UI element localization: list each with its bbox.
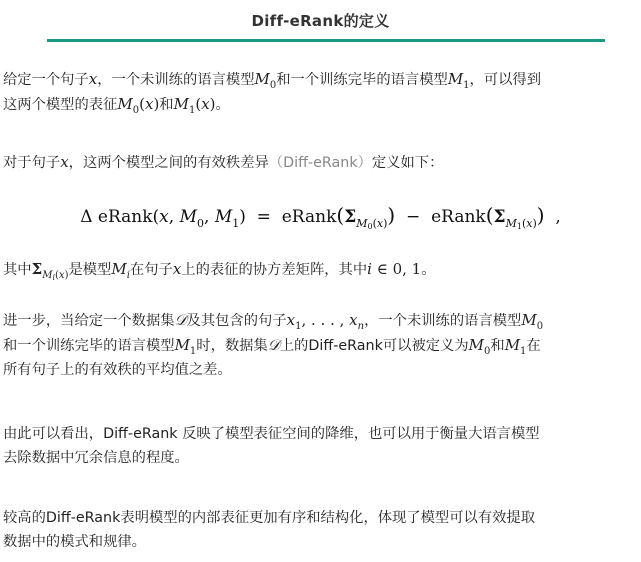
math-xn: x [349,311,358,329]
p4-text-c: ，一个未训练的语言模型 [364,313,522,329]
page-title: Diff-eRank的定义 [251,12,390,30]
math-i: i [367,260,372,278]
p2-text-a: 对于句子 [3,155,61,171]
math-dots: , . . . , [301,311,350,329]
p1-text-g: 。 [215,97,230,113]
paragraph-dataset [3,308,639,382]
p1-text-c: 和一个训练完毕的语言模型 [276,72,448,88]
math-x-3: x [172,260,182,278]
math-paren-x-a: (x) [139,95,160,113]
math-Mi: M [111,260,127,278]
paragraph-intro [3,67,639,117]
p1-text-e: 这两个模型的表征 [3,97,118,113]
paragraph-definition-lead [3,150,639,175]
p4-text-g: 和 [490,338,505,354]
eq-comma: , [549,207,561,227]
math-sub-0-p4: 0 [536,321,544,332]
equation-diff-erank [0,200,641,232]
paragraph-conclusion [3,506,639,554]
eq-term-1: $eRank(\Sigma_{M1(x)})$ [431,203,545,231]
paragraph-where [3,257,639,282]
p5-line1: 由此可以看出，Diff-eRank 反映了模型表征空间的降维，也可以用于衡量大语言模型 [3,426,540,442]
math-M1-p4b: M [504,336,521,354]
math-sub-xn: n [357,321,365,332]
math-sub-1: 1 [463,80,470,91]
p1-text-f: 和 [159,97,174,113]
math-x: x [88,70,98,88]
p3-text-d: 上的表征的协方差矩阵，其中 [181,262,368,278]
eq-delta-erank: Δ eRank [80,207,153,227]
math-x-2: x [60,153,69,171]
p1-text-b: ，一个未训练的语言模型 [97,72,255,88]
math-sub-0b: 0 [132,105,140,116]
p2-text-c: （Diff-eRank） [268,155,372,171]
eq-args: (x, $M_0$, $M_1$) [152,207,246,230]
p1-text-d: ，可以得到 [469,72,542,88]
p2-text-d: 定义如下： [371,155,444,171]
p3-text-b: 是模型 [68,262,112,278]
p6-line1: 较高的Diff-eRank表明模型的内部表征更加有序和结构化，体现了模型可以有效提取 [3,510,536,526]
p4-text-h: 在 [526,338,541,354]
eq-term-0: $eRank(\Sigma_{M0(x)})$ [281,203,396,231]
p4-text-f: 上的Diff-eRank可以被定义为 [279,338,469,354]
p4-text-d: 和一个训练完毕的语言模型 [3,338,175,354]
math-sub-x1: 1 [295,321,302,332]
math-M0-p4: M [521,311,537,329]
p4-text-a: 进一步，当给定一个数据集 [3,313,175,329]
math-sub-0: 0 [269,80,277,91]
math-x1: x [286,311,296,329]
eq-equals: = [251,207,277,227]
math-M0-of-x: M [117,95,133,113]
p3-text-c: 在句子 [129,262,173,278]
p4-text-i: 所有句子上的有效秩的平均值之差。 [3,362,232,378]
math-sub-1-p4: 1 [189,346,197,357]
p2-text-b: ，这两个模型之间的有效秩差异 [68,155,269,171]
p4-text-e: 时，数据集 [196,338,268,354]
math-M1: M [447,70,464,88]
math-M1-p4: M [174,336,190,354]
title-underline [47,39,605,42]
eq-minus: − [400,207,426,227]
p3-text-a: 其中 [3,262,32,278]
math-membership: ∈ 0, 1 [371,260,422,278]
math-sub-0-p4b: 0 [484,346,491,357]
math-M0: M [254,70,270,88]
paragraph-interpretation [3,422,639,470]
math-sub-i: i [126,270,130,281]
math-D: 𝒟 [174,311,187,329]
p4-text-b: 及其包含的句子 [186,313,287,329]
p6-line2: 数据中的模式和规律。 [3,534,146,550]
math-paren-x-b: (x) [195,95,216,113]
math-sub-1b: 1 [188,105,196,116]
math-M0-p4b: M [468,336,485,354]
p3-text-e: 。 [421,262,436,278]
p5-line2: 去除数据中冗余信息的程度。 [3,450,189,466]
math-D-2: 𝒟 [267,336,280,354]
math-sub-1-p4b: 1 [520,346,527,357]
math-sigma: Σ [31,260,43,278]
math-sigma-sub: Mi(x) [42,270,69,282]
math-M1-of-x: M [173,95,189,113]
p1-text-a: 给定一个句子 [3,72,89,88]
